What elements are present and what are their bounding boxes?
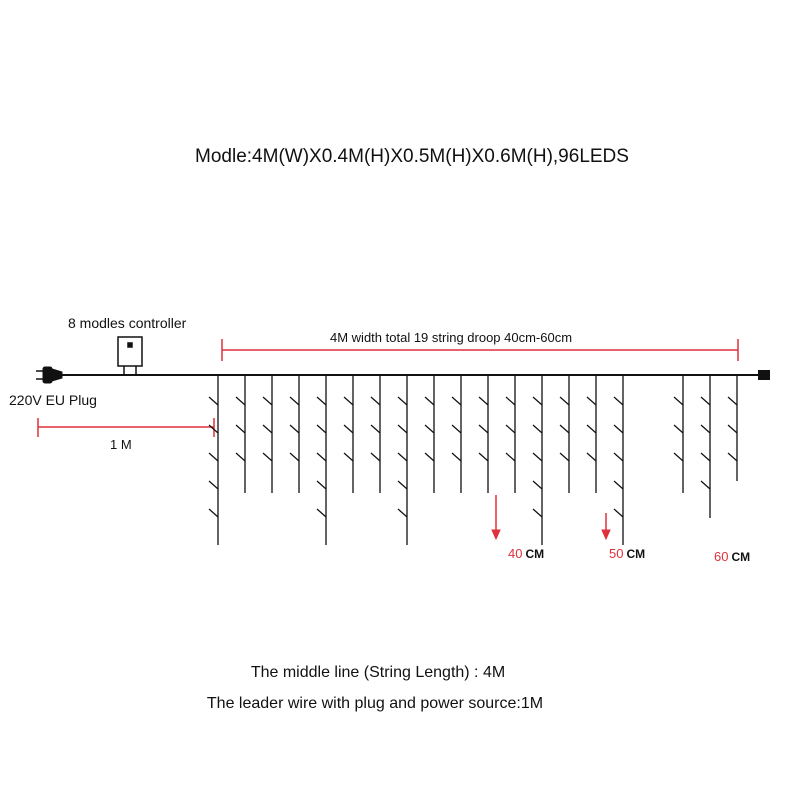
end-connector: [758, 370, 770, 380]
icicle-strand: [452, 375, 461, 493]
led-tick: [236, 425, 245, 433]
icicle-strand: [398, 375, 407, 545]
led-tick: [344, 453, 353, 461]
icicle-strand: [236, 375, 245, 493]
led-tick: [452, 397, 461, 405]
led-tick: [728, 425, 737, 433]
led-tick: [398, 397, 407, 405]
led-tick: [290, 397, 299, 405]
icicle-strand: [344, 375, 353, 493]
leader-length-label: 1 M: [110, 437, 132, 452]
plug-label: 220V EU Plug: [9, 392, 97, 408]
led-tick: [344, 397, 353, 405]
width-label: 4M width total 19 string droop 40cm-60cm: [330, 330, 573, 345]
droop-label-40: [508, 546, 544, 561]
led-tick: [398, 425, 407, 433]
led-tick: [701, 453, 710, 461]
led-tick: [452, 425, 461, 433]
droop-arrow-50: [602, 513, 610, 539]
led-tick: [587, 397, 596, 405]
led-tick: [209, 397, 218, 405]
led-tick: [236, 397, 245, 405]
droop-value: 60: [714, 549, 729, 564]
led-tick: [317, 397, 326, 405]
icicle-strand: [533, 375, 542, 545]
led-tick: [674, 397, 683, 405]
led-tick: [701, 397, 710, 405]
led-tick: [506, 453, 515, 461]
led-tick: [728, 453, 737, 461]
controller-box: [118, 337, 142, 375]
page-title: Modle:4M(W)X0.4M(H)X0.5M(H)X0.6M(H),96LEDS: [195, 146, 629, 167]
led-tick: [479, 397, 488, 405]
led-tick: [398, 509, 407, 517]
led-tick: [587, 453, 596, 461]
droop-unit: CM: [626, 547, 646, 561]
icicle-strand: [263, 375, 272, 493]
led-tick: [263, 425, 272, 433]
droop-unit: CM: [731, 550, 751, 564]
led-tick: [674, 425, 683, 433]
led-tick: [263, 397, 272, 405]
led-tick: [209, 453, 218, 461]
led-tick: [701, 425, 710, 433]
icicle-strand: [506, 375, 515, 493]
led-tick: [263, 453, 272, 461]
led-tick: [506, 425, 515, 433]
led-tick: [614, 509, 623, 517]
led-tick: [614, 481, 623, 489]
led-tick: [533, 397, 542, 405]
droop-value: 40: [508, 546, 523, 561]
led-tick: [701, 481, 710, 489]
led-tick: [317, 453, 326, 461]
led-tick: [587, 425, 596, 433]
icicle-strand: [674, 375, 683, 493]
controller-label: 8 modles controller: [68, 315, 187, 331]
led-tick: [533, 425, 542, 433]
footer-leader-wire: The leader wire with plug and power source:1M: [206, 695, 544, 712]
eu-plug-icon: [36, 367, 62, 383]
led-tick: [728, 397, 737, 405]
led-tick: [614, 453, 623, 461]
icicle-strand: [371, 375, 380, 493]
led-tick: [371, 425, 380, 433]
icicle-strand: [560, 375, 569, 493]
led-tick: [317, 481, 326, 489]
led-tick: [533, 481, 542, 489]
led-tick: [398, 481, 407, 489]
footer-string-length: The middle line (String Length) : 4M: [250, 664, 506, 681]
icicle-strand: [728, 375, 737, 481]
led-tick: [479, 453, 488, 461]
icicle-strand: [701, 375, 710, 518]
droop-label-50: [609, 546, 645, 561]
icicle-strand: [290, 375, 299, 493]
led-tick: [452, 453, 461, 461]
icicle-strand: [209, 375, 218, 545]
droop-unit: CM: [525, 547, 545, 561]
led-tick: [371, 453, 380, 461]
droop-value: 50: [609, 546, 624, 561]
icicle-strand: [587, 375, 596, 493]
led-tick: [479, 425, 488, 433]
led-tick: [674, 453, 683, 461]
led-tick: [560, 425, 569, 433]
led-tick: [560, 453, 569, 461]
led-tick: [506, 397, 515, 405]
led-tick: [533, 509, 542, 517]
led-tick: [317, 509, 326, 517]
led-tick: [290, 453, 299, 461]
led-tick: [425, 397, 434, 405]
led-tick: [533, 453, 542, 461]
led-tick: [425, 425, 434, 433]
droop-label-60: [714, 549, 750, 564]
leader-dimension: [38, 418, 214, 437]
led-tick: [209, 481, 218, 489]
icicle-strand: [425, 375, 434, 493]
led-tick: [614, 397, 623, 405]
led-tick: [371, 397, 380, 405]
droop-arrow-40: [492, 495, 500, 539]
icicle-strand: [317, 375, 326, 545]
led-tick: [560, 397, 569, 405]
led-tick: [614, 425, 623, 433]
led-tick: [317, 425, 326, 433]
icicle-strands: [209, 375, 737, 545]
led-tick: [425, 453, 434, 461]
icicle-strand: [614, 375, 623, 545]
led-tick: [344, 425, 353, 433]
led-tick: [236, 453, 245, 461]
led-tick: [209, 509, 218, 517]
led-tick: [290, 425, 299, 433]
icicle-strand: [479, 375, 488, 493]
led-tick: [398, 453, 407, 461]
